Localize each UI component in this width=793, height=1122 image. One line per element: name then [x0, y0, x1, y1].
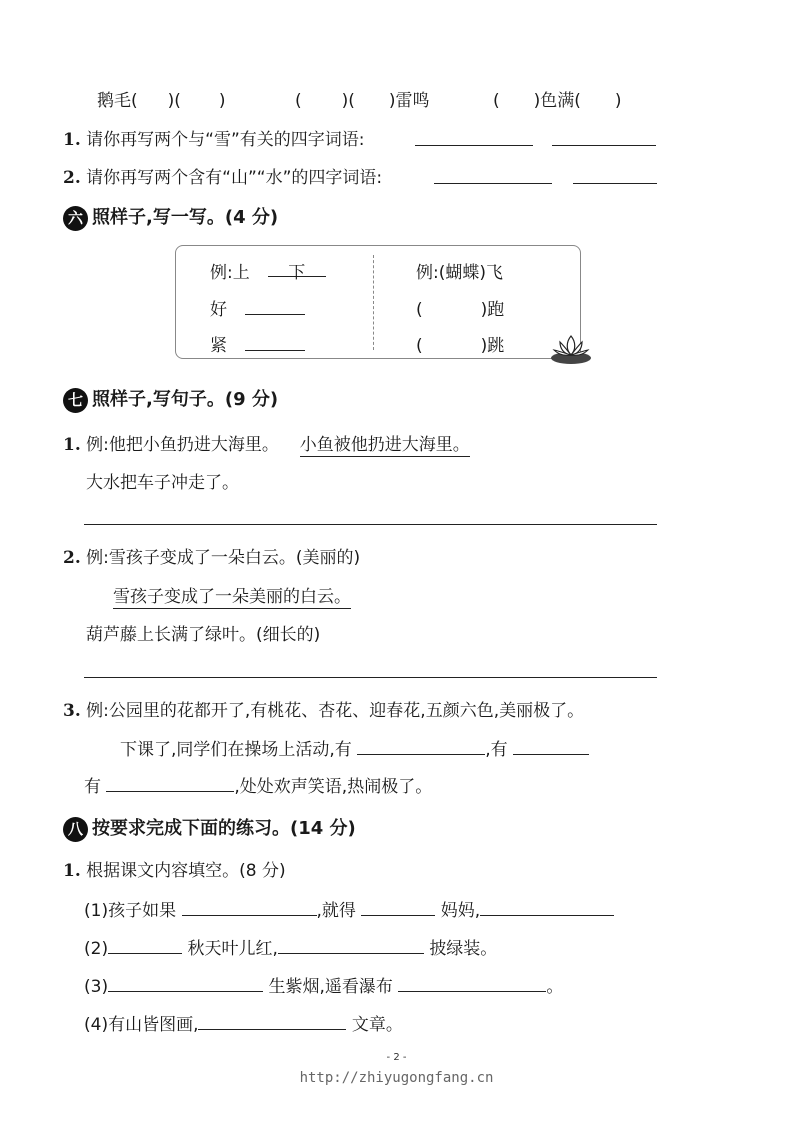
list-sentence-line1: 下课了,同学们在操场上活动,有 ,有: [120, 735, 589, 760]
idiom-fill-row-3: ( )色满( ): [493, 91, 622, 111]
answer-blank[interactable]: [398, 973, 546, 992]
answer-blank[interactable]: [108, 973, 263, 992]
page-number: - 2 -: [386, 1052, 407, 1063]
lotus-icon: [548, 328, 594, 366]
sentence-prompt: 葫芦藤上长满了绿叶。(细长的): [86, 625, 321, 645]
example-answer: 小鱼被他扔进大海里。: [299, 435, 470, 455]
answer-blank[interactable]: [480, 897, 614, 916]
verb-item: ( )跳: [416, 336, 505, 356]
idiom-fill-row: 鹅毛( )( ): [97, 91, 226, 111]
answer-blank[interactable]: [434, 183, 552, 184]
answer-blank[interactable]: [552, 145, 656, 146]
verb-example: 例:(蝴蝶)飞: [416, 263, 503, 283]
answer-blank[interactable]: [182, 897, 317, 916]
watermark-url[interactable]: http://zhiyugongfang.cn: [299, 1070, 494, 1086]
antonym-item: 紧: [210, 331, 305, 356]
answer-blank[interactable]: 下: [268, 258, 326, 277]
fill-line-1: (1)孩子如果 ,就得 妈妈,: [84, 896, 614, 921]
answer-blank[interactable]: [361, 897, 435, 916]
section-title: 照样子,写句子。(9 分): [92, 389, 279, 410]
section-title: 照样子,写一写。(4 分): [92, 207, 279, 228]
idiom-fill-row-2: ( )( )雷鸣: [295, 91, 430, 111]
verb-item: ( )跑: [416, 300, 505, 320]
answer-blank[interactable]: [415, 145, 533, 146]
answer-blank[interactable]: [108, 935, 182, 954]
example-answer: 雪孩子变成了一朵美丽的白云。: [113, 587, 351, 607]
answer-blank[interactable]: [357, 736, 485, 755]
adjective-example: 2. 例:雪孩子变成了一朵白云。(美丽的): [63, 548, 361, 568]
section-title: 按要求完成下面的练习。(14 分): [92, 818, 356, 839]
box-divider: [373, 255, 374, 350]
answer-blank[interactable]: [245, 332, 305, 351]
antonym-example: 例:上 下: [210, 258, 326, 283]
section-badge: 七: [63, 388, 88, 413]
fill-line-3: (3) 生紫烟,遥看瀑布 。: [84, 972, 563, 997]
snow-idiom-question: 1. 请你再写两个与“雪”有关的四字词语:: [63, 130, 365, 150]
list-example: 3. 例:公园里的花都开了,有桃花、杏花、迎春花,五颜六色,美丽极了。: [63, 701, 585, 721]
fill-line-2: (2) 秋天叶儿红, 披绿装。: [84, 934, 497, 959]
fill-line-4: (4)有山皆图画, 文章。: [84, 1010, 403, 1035]
section-eight-header: [63, 814, 356, 842]
answer-blank[interactable]: [573, 183, 657, 184]
mountain-water-idiom-question: 2. 请你再写两个含有“山”“水”的四字词语:: [63, 168, 383, 188]
section-badge: 六: [63, 206, 88, 231]
passive-example: 1. 例:他把小鱼扔进大海里。 小鱼被他扔进大海里。: [63, 435, 470, 455]
answer-line[interactable]: [84, 677, 657, 678]
list-sentence-line2: 有 ,处处欢声笑语,热闹极了。: [84, 772, 432, 797]
section-seven-header: [63, 385, 278, 413]
answer-blank[interactable]: [278, 935, 424, 954]
fill-in-question: 1. 根据课文内容填空。(8 分): [63, 861, 286, 881]
section-six-header: [63, 203, 278, 231]
answer-line[interactable]: [84, 524, 657, 525]
section-badge: 八: [63, 817, 88, 842]
answer-blank[interactable]: [106, 773, 234, 792]
answer-blank[interactable]: [198, 1011, 346, 1030]
sentence-prompt: 大水把车子冲走了。: [86, 473, 239, 493]
answer-blank[interactable]: [513, 736, 589, 755]
answer-blank[interactable]: [245, 296, 305, 315]
antonym-item: 好: [210, 295, 305, 320]
